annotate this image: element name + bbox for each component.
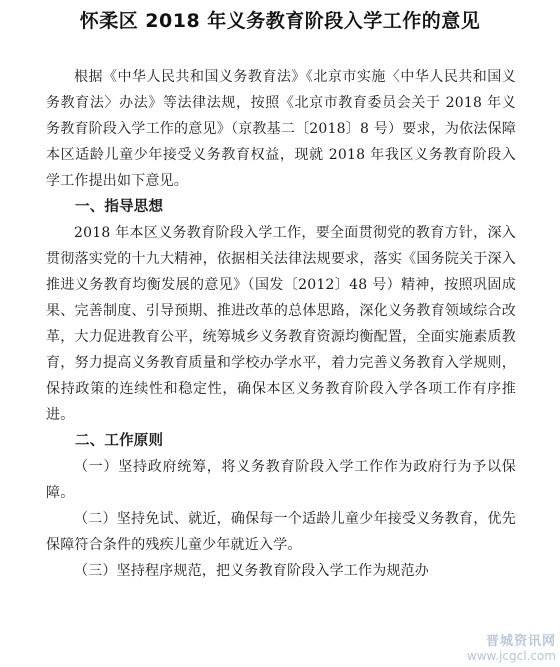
document-title: 怀柔区 2018 年义务教育阶段入学工作的意见 <box>79 10 481 32</box>
watermark-url: www.jcgcl.com <box>466 649 556 663</box>
section-1-paragraph: 2018 年本区义务教育阶段入学工作，要全面贯彻党的教育方针，深入贯彻落实党的十九大精神，依据相关法律法规要求，落实《国务院关于深入推进义务教育均衡发展的意见》（国发〔2012〕48 号）精神，按照巩固成果、完善制度、引导预期、推进改革的总体思路，深化义务教育领域综合改革，大力促进教育公平，统筹城乡义务教育资源均衡配置，全面实施素质教育，努力提高义务教育质量和学校办学水平，着力完善义务教育入学规则，保持政策的连续性和稳定性，确保本区义务教育阶段入学各项工作有序推进。 <box>46 225 516 423</box>
principle-item-1: （一）坚持政府统筹，将义务教育阶段入学工作作为政府行为予以保障。 <box>46 459 516 501</box>
principle-item-2: （二）坚持免试、就近，确保每一个适龄儿童少年接受义务教育，优先保障符合条件的残疾儿童少年就近入学。 <box>46 511 516 553</box>
section-2-heading: 二、工作原则 <box>75 433 164 449</box>
watermark-name: 晋城资讯网 <box>485 634 556 649</box>
section-1-heading: 一、指导思想 <box>75 199 164 215</box>
intro-paragraph: 根据《中华人民共和国义务教育法》《北京市实施〈中华人民共和国义务教育法〉办法》等法律法规，按照《北京市教育委员会关于 2018 年义务教育阶段入学工作的意见》（京教基二〔2018〕8 号）要求，为依法保障本区适龄儿童少年接受义务教育权益，现就 2018 年我区义务教育阶段入学工作提出如下意见。 <box>46 69 516 189</box>
site-watermark <box>467 635 556 663</box>
document-body <box>46 64 516 584</box>
principle-item-3: （三）坚持程序规范，把义务教育阶段入学工作为规范办 <box>74 563 429 579</box>
